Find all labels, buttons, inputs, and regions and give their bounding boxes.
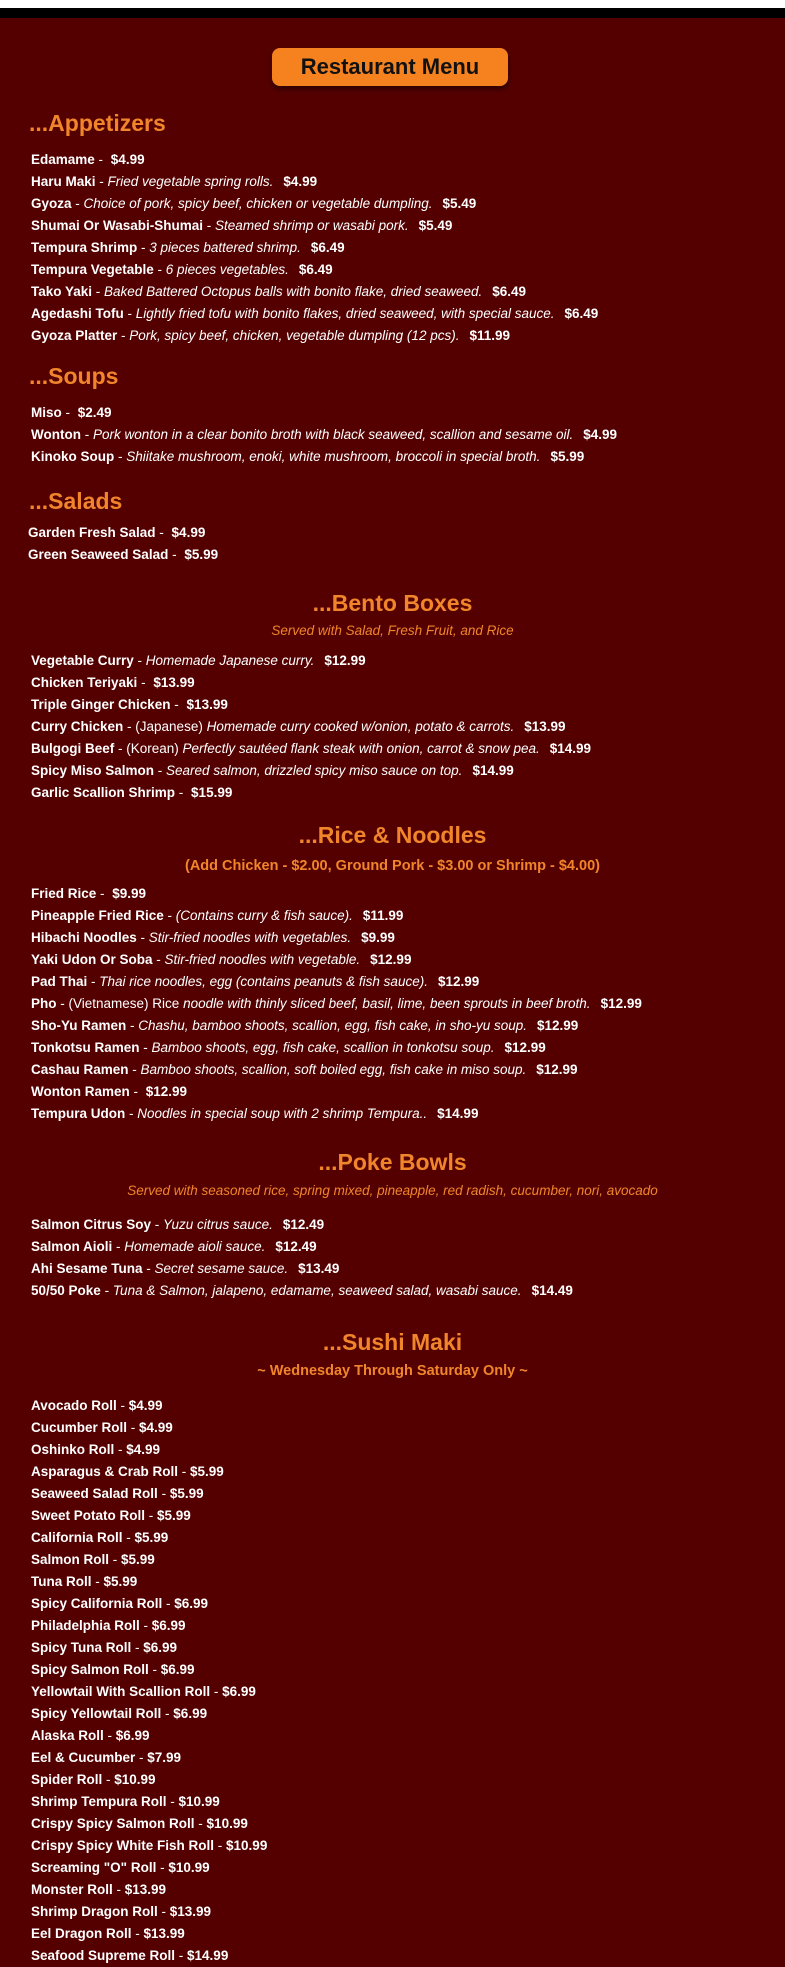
item-name: Tempura Vegetable <box>31 262 154 277</box>
item-price: $5.49 <box>442 196 477 211</box>
item-price: $12.99 <box>537 1018 579 1033</box>
item-price: $10.99 <box>168 1860 210 1875</box>
item-name: Crispy Spicy Salmon Roll <box>31 1816 195 1831</box>
item-name: Haru Maki <box>31 174 96 189</box>
menu-item: Philadelphia Roll - $6.99 <box>31 1618 186 1633</box>
menu-item: Tempura Udon - Noodles in special soup with 2 shrimp Tempura.. $14.99 <box>31 1106 479 1121</box>
item-price: $13.99 <box>169 1904 212 1919</box>
item-desc: Seared salmon, drizzled spicy miso sauce on top. <box>166 763 463 778</box>
item-name: Shrimp Tempura Roll <box>31 1794 167 1809</box>
menu-item: Triple Ginger Chicken - $13.99 <box>31 697 228 712</box>
item-name: Monster Roll <box>31 1882 113 1897</box>
item-name: Spicy Miso Salmon <box>31 763 155 778</box>
item-name: Salmon Citrus Soy <box>31 1217 152 1232</box>
menu-item: Sweet Potato Roll - $5.99 <box>31 1508 191 1523</box>
menu-item: Spicy Miso Salmon - Seared salmon, drizzled spicy miso sauce on top. $14.99 <box>31 763 514 778</box>
menu-item: Ahi Sesame Tuna - Secret sesame sauce. $13.49 <box>31 1261 340 1276</box>
item-price: $12.99 <box>437 974 480 989</box>
item-price: $11.99 <box>469 328 510 343</box>
item-name: Tonkotsu Ramen <box>31 1040 140 1055</box>
item-price: $14.99 <box>549 741 592 756</box>
poke-list <box>31 1214 573 1302</box>
menu-item: Cashau Ramen - Bamboo shoots, scallion, soft boiled egg, fish cake in miso soup. $12.99 <box>31 1062 578 1077</box>
item-desc: Fried vegetable spring rolls. <box>107 174 274 189</box>
item-name: California Roll <box>31 1530 123 1545</box>
item-name: Hibachi Noodles <box>31 930 137 945</box>
item-origin: (Vietnamese) Rice <box>68 996 180 1011</box>
menu-item: Pho - (Vietnamese) Rice noodle with thinly sliced beef, basil, lime, been sprouts in beef broth. $12.99 <box>31 996 642 1011</box>
item-price: $14.99 <box>437 1106 479 1121</box>
item-name: Eel Dragon Roll <box>31 1926 132 1941</box>
item-price: $5.99 <box>134 1530 169 1545</box>
menu-item: Green Seaweed Salad - $5.99 <box>28 547 219 562</box>
menu-item: Gyoza Platter - Pork, spicy beef, chicken, vegetable dumpling (12 pcs). $11.99 <box>31 328 510 343</box>
item-desc: Choice of pork, spicy beef, chicken or vegetable dumpling. <box>83 196 433 211</box>
menu-item: Eel & Cucumber - $7.99 <box>31 1750 182 1765</box>
item-price: $12.99 <box>324 653 366 668</box>
item-price: $4.99 <box>126 1442 161 1457</box>
menu-item: Tako Yaki - Baked Battered Octopus balls with bonito flake, dried seaweed. $6.49 <box>31 284 527 299</box>
item-price: $13.99 <box>124 1882 167 1897</box>
item-name: Pineapple Fried Rice <box>31 908 164 923</box>
item-desc: Secret sesame sauce. <box>154 1261 289 1276</box>
item-name: Garlic Scallion Shrimp <box>31 785 176 800</box>
item-price: $12.99 <box>370 952 412 967</box>
menu-item: Haru Maki - Fried vegetable spring rolls. $4.99 <box>31 174 318 189</box>
menu-item: Spicy Tuna Roll - $6.99 <box>31 1640 178 1655</box>
item-name: Crispy Spicy White Fish Roll <box>31 1838 215 1853</box>
item-price: $6.99 <box>115 1728 150 1743</box>
bento-subtitle: Served with Salad, Fresh Fruit, and Rice <box>271 623 514 638</box>
item-price: $4.99 <box>128 1398 163 1413</box>
item-desc: Thai rice noodles, egg (contains peanuts & fish sauce). <box>99 974 428 989</box>
item-price: $5.49 <box>418 218 453 233</box>
menu-item: Yellowtail With Scallion Roll - $6.99 <box>31 1684 256 1699</box>
item-name: Miso <box>31 405 62 420</box>
item-desc: (Contains curry & fish sauce). <box>175 908 353 923</box>
item-name: Yellowtail With Scallion Roll <box>31 1684 211 1699</box>
item-price: $5.99 <box>169 1486 204 1501</box>
item-desc: 6 pieces vegetables. <box>165 262 289 277</box>
menu-item: Curry Chicken - (Japanese) Homemade curry cooked w/onion, potato & carrots. $13.99 <box>31 719 566 734</box>
item-name: Avocado Roll <box>31 1398 117 1413</box>
menu-item: Asparagus & Crab Roll - $5.99 <box>31 1464 224 1479</box>
item-price: $4.99 <box>171 525 206 540</box>
item-desc: Bamboo shoots, egg, fish cake, scallion in tonkotsu soup. <box>151 1040 495 1055</box>
rice-list <box>31 883 642 1125</box>
menu-item: Pad Thai - Thai rice noodles, egg (contains peanuts & fish sauce). $12.99 <box>31 974 480 989</box>
item-desc: Homemade Japanese curry. <box>145 653 315 668</box>
item-name: Curry Chicken <box>31 719 124 734</box>
sushi-subtitle: ~ Wednesday Through Saturday Only ~ <box>257 1363 528 1379</box>
menu-item: Hibachi Noodles - Stir-fried noodles with vegetables. $9.99 <box>31 930 395 945</box>
item-name: Tempura Udon <box>31 1106 126 1121</box>
item-desc: Pork, spicy beef, chicken, vegetable dumpling (12 pcs). <box>129 328 460 343</box>
item-name: Chicken Teriyaki <box>31 675 138 690</box>
item-price: $13.99 <box>153 675 195 690</box>
bento-list <box>31 650 591 804</box>
item-price: $10.99 <box>206 1816 248 1831</box>
item-name: Spicy Yellowtail Roll <box>31 1706 162 1721</box>
item-price: $10.99 <box>226 1838 268 1853</box>
rice-subtitle: (Add Chicken - $2.00, Ground Pork - $3.00 or Shrimp - $4.00) <box>185 858 600 874</box>
item-desc: Perfectly sautéed flank steak with onion, carrot & snow pea. <box>182 741 540 756</box>
menu-item: Shumai Or Wasabi-Shumai - Steamed shrimp or wasabi pork. $5.49 <box>31 218 453 233</box>
menu-item: Sho-Yu Ramen - Chashu, bamboo shoots, scallion, egg, fish cake, in sho-yu soup. $12.99 <box>31 1018 579 1033</box>
menu-item: Fried Rice - $9.99 <box>31 886 147 901</box>
top-white-bar <box>0 0 785 8</box>
menu-item: Salmon Aioli - Homemade aioli sauce. $12.49 <box>31 1239 317 1254</box>
menu-item: Crispy Spicy Salmon Roll - $10.99 <box>31 1816 248 1831</box>
item-name: Kinoko Soup <box>31 449 115 464</box>
menu-item: Monster Roll - $13.99 <box>31 1882 167 1897</box>
item-price: $9.99 <box>361 930 395 945</box>
item-name: Seaweed Salad Roll <box>31 1486 158 1501</box>
menu-item: Alaska Roll - $6.99 <box>31 1728 150 1743</box>
item-name: Cucumber Roll <box>31 1420 128 1435</box>
menu-item: Pineapple Fried Rice - (Contains curry & fish sauce). $11.99 <box>31 908 404 923</box>
item-name: Oshinko Roll <box>31 1442 115 1457</box>
item-price: $6.99 <box>174 1596 209 1611</box>
item-price: $2.49 <box>77 405 112 420</box>
item-name: Cashau Ramen <box>31 1062 129 1077</box>
item-name: Sho-Yu Ramen <box>31 1018 127 1033</box>
item-price: $10.99 <box>114 1772 156 1787</box>
item-price: $4.99 <box>139 1420 173 1435</box>
menu-item: Seaweed Salad Roll - $5.99 <box>31 1486 204 1501</box>
menu-item: Vegetable Curry - Homemade Japanese curry. $12.99 <box>31 653 366 668</box>
item-name: Bulgogi Beef <box>31 741 115 756</box>
item-name: Sweet Potato Roll <box>31 1508 146 1523</box>
item-desc: Shiitake mushroom, enoki, white mushroom, broccoli in special broth. <box>126 449 541 464</box>
item-price: $5.99 <box>550 449 585 464</box>
menu-item: Screaming "O" Roll - $10.99 <box>31 1860 210 1875</box>
item-price: $6.99 <box>143 1640 178 1655</box>
item-price: $4.99 <box>110 152 145 167</box>
item-price: $13.99 <box>143 1926 185 1941</box>
menu-item: Spider Roll - $10.99 <box>31 1772 156 1787</box>
item-origin: (Japanese) <box>135 719 203 734</box>
menu-item: Yaki Udon Or Soba - Stir-fried noodles with vegetable. $12.99 <box>31 952 412 967</box>
item-name: Agedashi Tofu <box>31 306 124 321</box>
item-price: $6.99 <box>151 1618 186 1633</box>
item-price: $10.99 <box>178 1794 220 1809</box>
menu-item: Seafood Supreme Roll - $14.99 <box>31 1948 229 1963</box>
menu-item: Edamame - $4.99 <box>31 152 145 167</box>
item-price: $12.99 <box>536 1062 578 1077</box>
menu-item: Bulgogi Beef - (Korean) Perfectly sautéed flank steak with onion, carrot & snow pea. $14.99 <box>31 741 592 756</box>
item-price: $12.49 <box>275 1239 317 1254</box>
item-name: Green Seaweed Salad <box>28 547 169 562</box>
menu-item: Cucumber Roll - $4.99 <box>31 1420 173 1435</box>
item-price: $5.99 <box>184 547 219 562</box>
item-price: $12.99 <box>145 1084 188 1099</box>
menu-item: Spicy Salmon Roll - $6.99 <box>31 1662 195 1677</box>
item-name: 50/50 Poke <box>31 1283 101 1298</box>
item-desc: noodle with thinly sliced beef, basil, lime, been sprouts in beef broth. <box>183 996 591 1011</box>
item-name: Spicy Salmon Roll <box>31 1662 149 1677</box>
item-desc: 3 pieces battered shrimp. <box>149 240 301 255</box>
item-name: Vegetable Curry <box>31 653 134 668</box>
item-price: $12.99 <box>504 1040 546 1055</box>
menu-item: Spicy Yellowtail Roll - $6.99 <box>31 1706 208 1721</box>
item-name: Alaska Roll <box>31 1728 104 1743</box>
item-desc: Tuna & Salmon, jalapeno, edamame, seaweed salad, wasabi sauce. <box>112 1283 522 1298</box>
sushi-list <box>31 1395 267 1967</box>
item-name: Pho <box>31 996 57 1011</box>
item-price: $5.99 <box>190 1464 224 1479</box>
item-name: Gyoza <box>31 196 72 211</box>
menu-item: Tuna Roll - $5.99 <box>31 1574 138 1589</box>
menu-item: Salmon Roll - $5.99 <box>31 1552 155 1567</box>
item-price: $15.99 <box>191 785 233 800</box>
item-price: $12.49 <box>282 1217 325 1232</box>
menu-item: Tempura Shrimp - 3 pieces battered shrimp. $6.49 <box>31 240 345 255</box>
item-name: Wonton Ramen <box>31 1084 130 1099</box>
item-desc: Homemade curry cooked w/onion, potato & carrots. <box>206 719 515 734</box>
menu-item: Garden Fresh Salad - $4.99 <box>28 525 206 540</box>
item-price: $12.99 <box>600 996 642 1011</box>
item-name: Tempura Shrimp <box>31 240 138 255</box>
salads-list <box>28 522 218 566</box>
appetizers-heading: ...Appetizers <box>29 110 166 136</box>
menu-item: Tempura Vegetable - 6 pieces vegetables. $6.49 <box>31 262 333 277</box>
menu-item: Spicy California Roll - $6.99 <box>31 1596 209 1611</box>
item-name: Spicy Tuna Roll <box>31 1640 132 1655</box>
item-price: $11.99 <box>362 908 404 923</box>
item-price: $6.99 <box>173 1706 208 1721</box>
item-price: $6.49 <box>564 306 599 321</box>
menu-item: Shrimp Dragon Roll - $13.99 <box>31 1904 212 1919</box>
sushi-heading: ...Sushi Maki <box>322 1329 463 1355</box>
item-desc: Pork wonton in a clear bonito broth with black seaweed, scallion and sesame oil. <box>92 427 574 442</box>
menu-item: Tonkotsu Ramen - Bamboo shoots, egg, fish cake, scallion in tonkotsu soup. $12.99 <box>31 1040 546 1055</box>
item-price: $13.99 <box>524 719 566 734</box>
item-name: Screaming "O" Roll <box>31 1860 157 1875</box>
menu-item: Garlic Scallion Shrimp - $15.99 <box>31 785 233 800</box>
salads-heading: ...Salads <box>29 488 123 514</box>
menu-item: Kinoko Soup - Shiitake mushroom, enoki, white mushroom, broccoli in special broth. $5.99 <box>31 449 585 464</box>
item-name: Garden Fresh Salad <box>28 525 156 540</box>
item-name: Seafood Supreme Roll <box>31 1948 176 1963</box>
item-price: $14.99 <box>472 763 514 778</box>
item-name: Yaki Udon Or Soba <box>31 952 153 967</box>
item-price: $9.99 <box>112 886 147 901</box>
appetizers-list <box>31 149 598 347</box>
poke-heading: ...Poke Bowls <box>318 1149 467 1175</box>
menu-item: Salmon Citrus Soy - Yuzu citrus sauce. $12.49 <box>31 1217 325 1232</box>
item-desc: Chashu, bamboo shoots, scallion, egg, fish cake, in sho-yu soup. <box>138 1018 527 1033</box>
item-desc: Noodles in special soup with 2 shrimp Tempura.. <box>137 1106 428 1121</box>
item-price: $13.99 <box>186 697 228 712</box>
item-desc: Lightly fried tofu with bonito flakes, dried seaweed, with special sauce. <box>135 306 555 321</box>
menu-item: Wonton Ramen - $12.99 <box>31 1084 188 1099</box>
menu-item: Avocado Roll - $4.99 <box>31 1398 163 1413</box>
menu-item: Crispy Spicy White Fish Roll - $10.99 <box>31 1838 268 1853</box>
item-name: Spider Roll <box>31 1772 103 1787</box>
menu-item: Gyoza - Choice of pork, spicy beef, chicken or vegetable dumpling. $5.49 <box>31 196 477 211</box>
menu-item: 50/50 Poke - Tuna & Salmon, jalapeno, edamame, seaweed salad, wasabi sauce. $14.49 <box>31 1283 573 1298</box>
item-name: Fried Rice <box>31 886 97 901</box>
item-price: $6.99 <box>160 1662 195 1677</box>
menu-item: Wonton - Pork wonton in a clear bonito broth with black seaweed, scallion and sesame oil. $4.99 <box>31 427 618 442</box>
item-name: Philadelphia Roll <box>31 1618 140 1633</box>
item-price: $6.49 <box>298 262 333 277</box>
item-price: $4.99 <box>583 427 618 442</box>
item-desc: Homemade aioli sauce. <box>124 1239 266 1254</box>
item-origin: (Korean) <box>126 741 179 756</box>
item-price: $6.99 <box>222 1684 256 1699</box>
item-name: Tako Yaki <box>31 284 93 299</box>
top-black-bar <box>0 8 785 18</box>
item-name: Triple Ginger Chicken <box>31 697 171 712</box>
item-desc: Stir-fried noodles with vegetables. <box>148 930 352 945</box>
poke-subtitle: Served with seasoned rice, spring mixed, pineapple, red radish, cucumber, nori, avocado <box>127 1183 658 1198</box>
item-price: $7.99 <box>147 1750 182 1765</box>
menu-title-button[interactable]: Restaurant Menu <box>272 48 508 86</box>
item-name: Gyoza Platter <box>31 328 118 343</box>
item-price: $4.99 <box>283 174 318 189</box>
menu-item: California Roll - $5.99 <box>31 1530 169 1545</box>
bento-heading: ...Bento Boxes <box>312 590 473 616</box>
soups-list <box>31 402 617 468</box>
menu-item: Chicken Teriyaki - $13.99 <box>31 675 195 690</box>
menu-item: Oshinko Roll - $4.99 <box>31 1442 161 1457</box>
item-desc: Steamed shrimp or wasabi pork. <box>215 218 409 233</box>
item-name: Salmon Roll <box>31 1552 110 1567</box>
rice-heading: ...Rice & Noodles <box>298 822 487 848</box>
soups-heading: ...Soups <box>29 363 119 389</box>
item-desc: Bamboo shoots, scallion, soft boiled egg, fish cake in miso soup. <box>140 1062 527 1077</box>
item-price: $13.49 <box>298 1261 340 1276</box>
item-name: Shumai Or Wasabi-Shumai <box>31 218 204 233</box>
menu-item: Miso - $2.49 <box>31 405 112 420</box>
item-price: $5.99 <box>103 1574 138 1589</box>
item-price: $5.99 <box>157 1508 191 1523</box>
item-price: $5.99 <box>121 1552 155 1567</box>
item-name: Spicy California Roll <box>31 1596 163 1611</box>
item-name: Eel & Cucumber <box>31 1750 136 1765</box>
item-price: $6.49 <box>492 284 527 299</box>
menu-item: Eel Dragon Roll - $13.99 <box>31 1926 185 1941</box>
item-name: Shrimp Dragon Roll <box>31 1904 158 1919</box>
item-name: Tuna Roll <box>31 1574 92 1589</box>
item-price: $14.99 <box>187 1948 229 1963</box>
item-name: Edamame <box>31 152 95 167</box>
item-desc: Baked Battered Octopus balls with bonito flake, dried seaweed. <box>104 284 483 299</box>
item-desc: Stir-fried noodles with vegetable. <box>164 952 361 967</box>
item-price: $14.49 <box>531 1283 573 1298</box>
item-price: $6.49 <box>310 240 345 255</box>
item-name: Asparagus & Crab Roll <box>31 1464 179 1479</box>
menu-item: Agedashi Tofu - Lightly fried tofu with bonito flakes, dried seaweed, with special sauce. $6.49 <box>31 306 599 321</box>
item-name: Wonton <box>31 427 81 442</box>
item-desc: Yuzu citrus sauce. <box>163 1217 273 1232</box>
item-name: Ahi Sesame Tuna <box>31 1261 143 1276</box>
item-name: Pad Thai <box>31 974 88 989</box>
menu-item: Shrimp Tempura Roll - $10.99 <box>31 1794 220 1809</box>
item-name: Salmon Aioli <box>31 1239 113 1254</box>
